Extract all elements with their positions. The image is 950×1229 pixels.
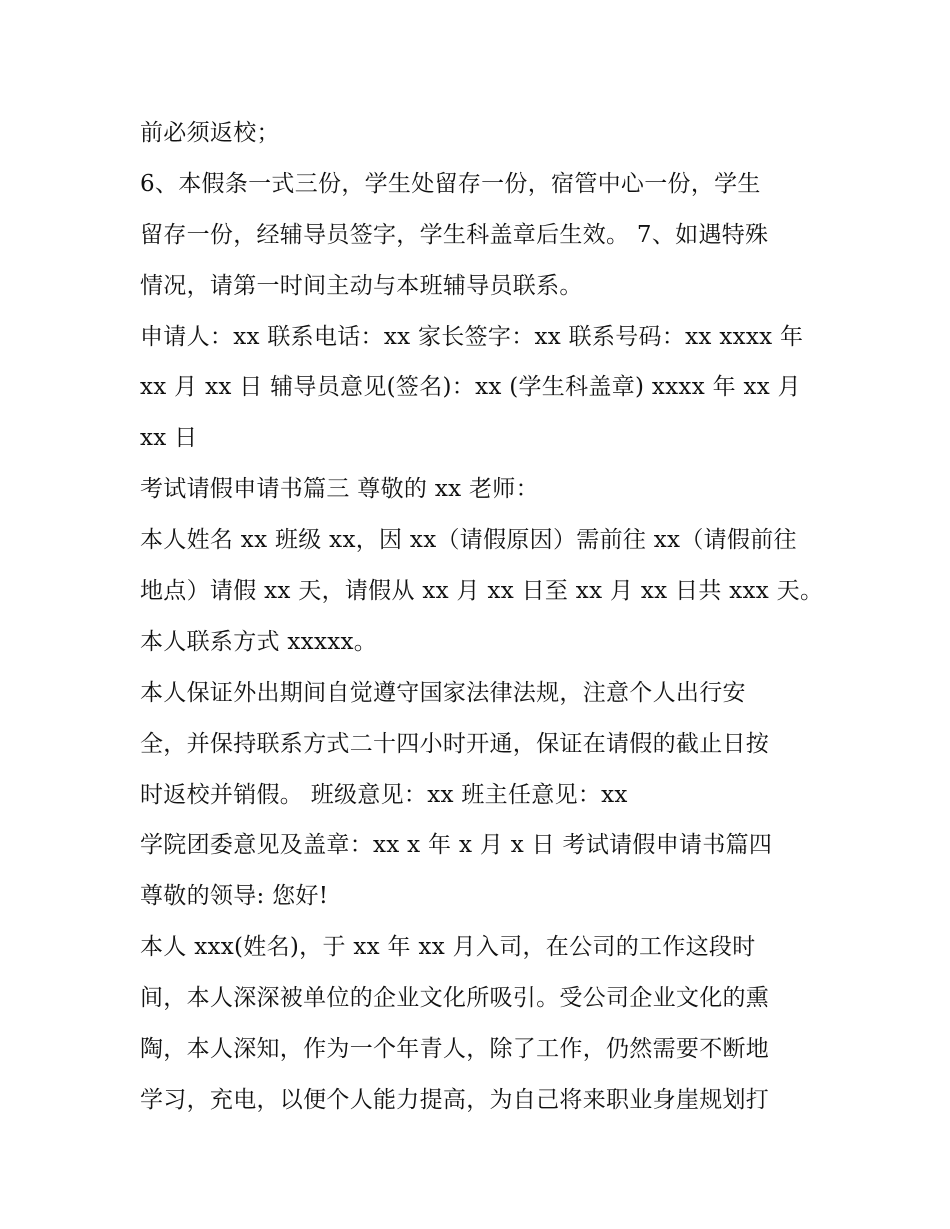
text-line: xx 日 (140, 425, 198, 452)
text-line: 间，本人深深被单位的企业文化所吸引。受公司企业文化的熏 (140, 985, 770, 1012)
text-line: 前必须返校； (140, 120, 280, 146)
text-line: 情况，请第一时间主动与本班辅导员联系。 (140, 272, 583, 299)
text-line: 本人 xxx(姓名)，于 xx 年 xx 月入司，在公司的工作这段时 (140, 934, 756, 961)
text-line: 本人联系方式 xxxxx。 (140, 628, 378, 655)
text-line: 全，并保持联系方式二十四小时开通，保证在请假的截止日按 (140, 730, 770, 757)
text-line: 申请人：xx 联系电话：xx 家长签字：xx 联系号码：xx xxxx 年 (140, 323, 804, 350)
section-heading-line: 考试请假申请书篇三 尊敬的 xx 老师： (140, 476, 539, 503)
text-line: xx 月 xx 日 辅导员意见(签名)：xx (学生科盖章) xxxx 年 xx 月 (140, 374, 801, 401)
text-line: 本人姓名 xx 班级 xx，因 xx（请假原因）需前往 xx（请假前往 (140, 527, 797, 554)
text-line: 留存一份，经辅导员签字，学生科盖章后生效。 7、如遇特殊 (140, 221, 769, 248)
text-line: 本人保证外出期间自觉遵守国家法律法规，注意个人出行安 (140, 679, 746, 706)
text-line: 时返校并销假。 班级意见：xx 班主任意见：xx (140, 781, 628, 808)
text-line: 地点）请假 xx 天，请假从 xx 月 xx 日至 xx 月 xx 日共 xxx 天。 (140, 578, 824, 605)
document-body (140, 108, 830, 1126)
text-line: 陶，本人深知，作为一个年青人，除了工作，仍然需要不断地 (140, 1036, 770, 1063)
section-heading-line: 学院团委意见及盖章：xx x 年 x 月 x 日 考试请假申请书篇四 (140, 832, 773, 859)
text-line: 学习，充电，以便个人能力提高，为自己将来职业身崖规划打 (140, 1086, 770, 1113)
salutation-line: 尊敬的领导: 您好! (140, 883, 329, 910)
text-line: 6、本假条一式三份，学生处留存一份，宿管中心一份，学生 (140, 170, 761, 197)
